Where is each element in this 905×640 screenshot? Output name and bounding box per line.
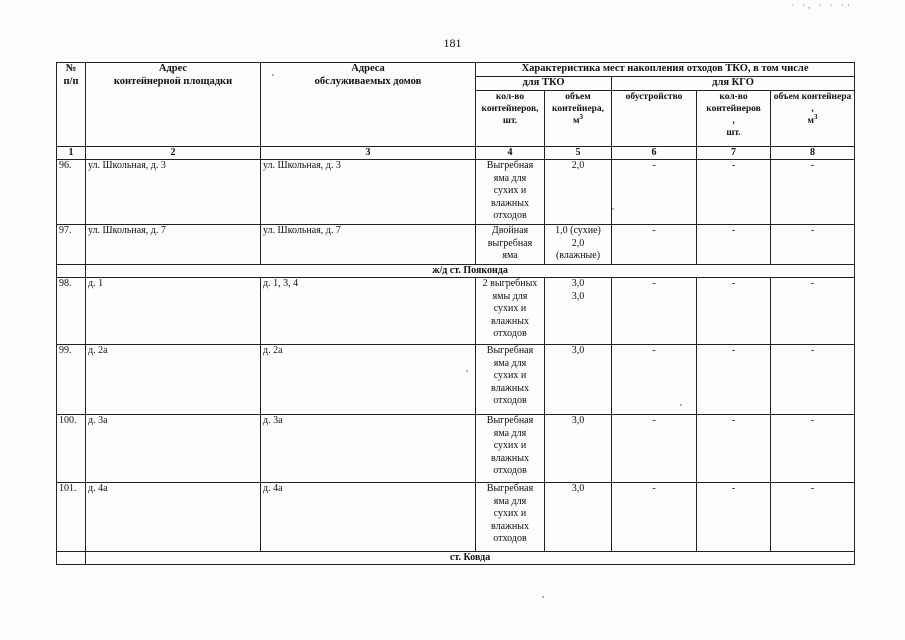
column-number: 1 <box>57 147 86 160</box>
tko-container-count: Двойная выгребная яма <box>476 225 545 265</box>
houses-address: ул. Школьная, д. 3 <box>261 160 476 225</box>
header-no: № п/п <box>57 63 86 147</box>
kgo-container-volume: - <box>771 278 855 345</box>
kgo-arrangement: - <box>612 483 697 552</box>
site-address: д. 2а <box>86 345 261 415</box>
section-row-spacer <box>57 265 86 278</box>
scan-artifact: · ·, · · ·· <box>790 0 853 10</box>
header-kgo-count: кол-во контейнеров , шт. <box>697 91 771 147</box>
kgo-container-volume: - <box>771 160 855 225</box>
kgo-arrangement: - <box>612 345 697 415</box>
kgo-arrangement: - <box>612 160 697 225</box>
header-tko: для ТКО <box>476 77 612 91</box>
header-tko-volume: объем контейнера, $м^3$ <box>545 91 612 147</box>
kgo-arrangement: - <box>612 415 697 483</box>
waste-sites-table <box>56 62 855 565</box>
table-row <box>57 415 855 483</box>
houses-address: д. 4а <box>261 483 476 552</box>
row-number: 99. <box>57 345 86 415</box>
column-number: 2 <box>86 147 261 160</box>
header-kgo: для КГО <box>612 77 855 91</box>
kgo-container-volume: - <box>771 483 855 552</box>
tko-container-volume: 3,0 <box>545 483 612 552</box>
row-number: 97. <box>57 225 86 265</box>
kgo-container-count: - <box>697 345 771 415</box>
kgo-container-volume: - <box>771 415 855 483</box>
section-row-spacer <box>57 552 86 565</box>
tko-container-count: Выгребная яма для сухих и влажных отходов <box>476 483 545 552</box>
tko-container-volume: 1,0 (сухие) 2,0 (влажные) <box>545 225 612 265</box>
section-title: ж/д ст. Пояконда <box>86 265 855 278</box>
site-address: д. 1 <box>86 278 261 345</box>
table-row <box>57 225 855 265</box>
site-address: д. 4а <box>86 483 261 552</box>
column-number: 4 <box>476 147 545 160</box>
tko-container-volume: 3,0 3,0 <box>545 278 612 345</box>
site-address: ул. Школьная, д. 7 <box>86 225 261 265</box>
section-row <box>57 552 855 565</box>
kgo-container-count: - <box>697 483 771 552</box>
header-site-address: Адрес контейнерной площадки <box>86 63 261 147</box>
houses-address: ул. Школьная, д. 7 <box>261 225 476 265</box>
tko-container-count: 2 выгребных ямы для сухих и влажных отходов <box>476 278 545 345</box>
kgo-container-count: - <box>697 278 771 345</box>
header-characteristic: Характеристика мест накопления отходов ТКО, в том числе <box>476 63 855 77</box>
row-number: 101. <box>57 483 86 552</box>
column-number: 7 <box>697 147 771 160</box>
kgo-container-count: - <box>697 160 771 225</box>
kgo-arrangement: - <box>612 225 697 265</box>
kgo-arrangement: - <box>612 278 697 345</box>
houses-address: д. 1, 3, 4 <box>261 278 476 345</box>
header-kgo-arrangement: обустройство <box>612 91 697 147</box>
tko-container-volume: 3,0 <box>545 415 612 483</box>
row-number: 98. <box>57 278 86 345</box>
site-address: ул. Школьная, д. 3 <box>86 160 261 225</box>
tko-container-count: Выгребная яма для сухих и влажных отходов <box>476 345 545 415</box>
header-houses-address: Адреса обслуживаемых домов <box>261 63 476 147</box>
section-title: ст. Ковда <box>86 552 855 565</box>
header-kgo-volume: объем контейнера , $м^3$ <box>771 91 855 147</box>
kgo-container-volume: - <box>771 225 855 265</box>
column-number-row <box>57 147 855 160</box>
kgo-container-count: - <box>697 415 771 483</box>
row-number: 96. <box>57 160 86 225</box>
tko-container-count: Выгребная яма для сухих и влажных отходов <box>476 415 545 483</box>
table-row <box>57 278 855 345</box>
table-row <box>57 483 855 552</box>
section-row <box>57 265 855 278</box>
column-number: 5 <box>545 147 612 160</box>
kgo-container-count: - <box>697 225 771 265</box>
tko-container-volume: 3,0 <box>545 345 612 415</box>
table-row <box>57 345 855 415</box>
column-number: 8 <box>771 147 855 160</box>
page-number: 181 <box>443 36 462 50</box>
row-number: 100. <box>57 415 86 483</box>
kgo-container-volume: - <box>771 345 855 415</box>
header-tko-count: кол-во контейнеров, шт. <box>476 91 545 147</box>
column-number: 3 <box>261 147 476 160</box>
scan-speck <box>542 596 544 598</box>
column-number: 6 <box>612 147 697 160</box>
table-row <box>57 160 855 225</box>
houses-address: д. 3а <box>261 415 476 483</box>
tko-container-volume: 2,0 <box>545 160 612 225</box>
houses-address: д. 2а <box>261 345 476 415</box>
site-address: д. 3а <box>86 415 261 483</box>
tko-container-count: Выгребная яма для сухих и влажных отходов <box>476 160 545 225</box>
